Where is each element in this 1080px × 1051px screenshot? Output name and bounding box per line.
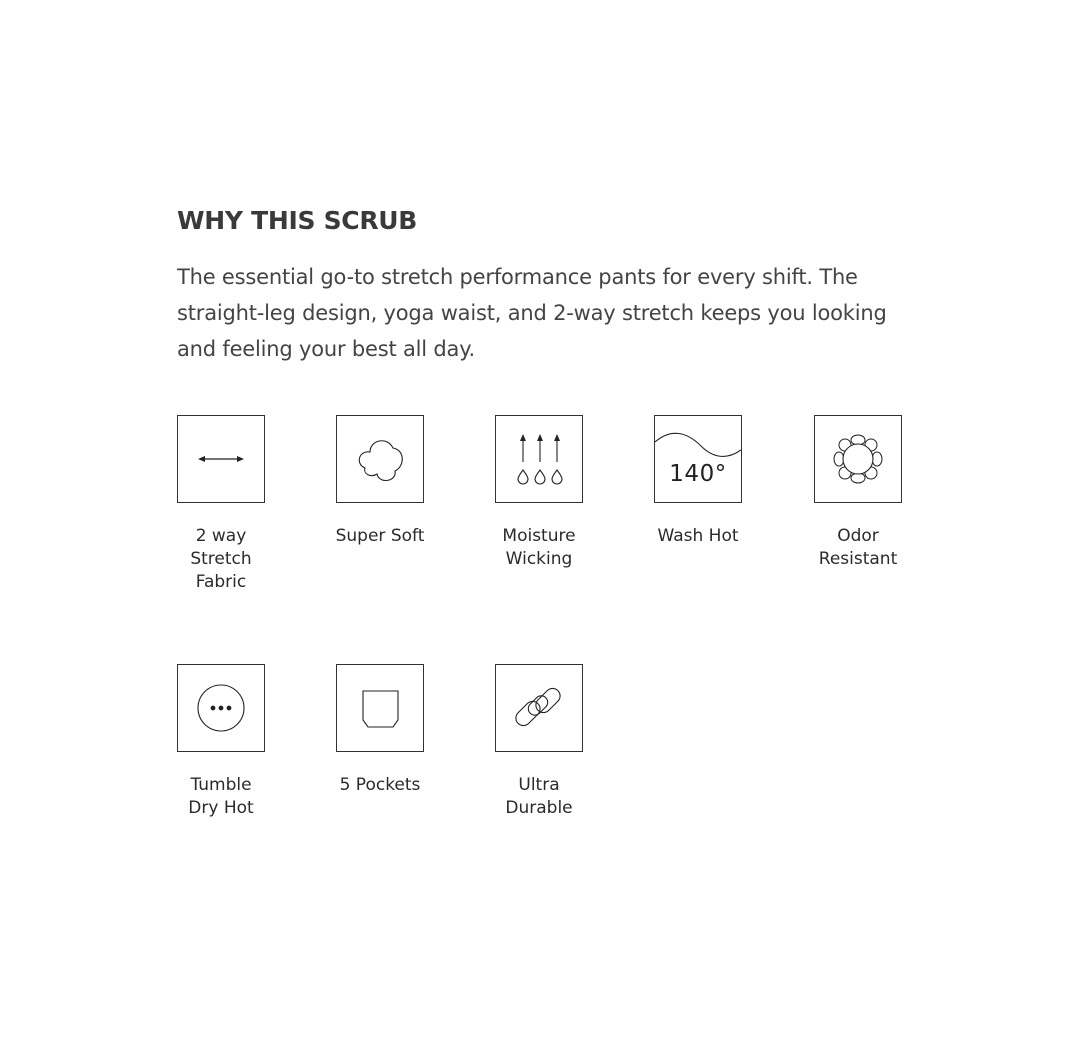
feature-icon-box (814, 415, 902, 503)
feature-icon-box (336, 664, 424, 752)
feature-wash-hot (654, 415, 742, 546)
feature-icon-box (495, 664, 583, 752)
feature-icon-box (177, 415, 265, 503)
feature-stretch (177, 415, 265, 592)
cloud-soft-icon (337, 416, 423, 502)
feature-odor-resistant (814, 415, 902, 569)
moisture-wicking-icon (496, 416, 582, 502)
feature-moisture-wicking (495, 415, 583, 569)
section-title: WHY THIS SCRUB (177, 206, 418, 235)
feature-ultra-durable (495, 664, 583, 818)
section-description: The essential go-to stretch performance pants for every shift. The straight-leg design, yoga waist, and 2-way stretch keeps you looking and feeling your best all day. (177, 265, 887, 361)
feature-tumble-dry (177, 664, 265, 818)
feature-icon-box (654, 415, 742, 503)
feature-label: Wash Hot (657, 526, 739, 546)
pocket-icon (337, 665, 423, 751)
feature-label: Ultra Durable (505, 775, 573, 818)
chain-link-icon (496, 665, 582, 751)
feature-icon-box (336, 415, 424, 503)
flower-odor-icon (815, 416, 901, 502)
feature-label: Tumble Dry Hot (188, 775, 254, 818)
temperature-text: 140° (669, 461, 727, 487)
feature-icon-box (177, 664, 265, 752)
feature-label: 2 way Stretch Fabric (190, 526, 252, 592)
why-this-scrub-section (177, 200, 917, 367)
wash-hot-icon (655, 416, 741, 502)
feature-icon-box (495, 415, 583, 503)
feature-label: Super Soft (335, 526, 425, 546)
two-way-arrow-icon (178, 416, 264, 502)
feature-label: Odor Resistant (818, 526, 898, 569)
feature-pockets (336, 664, 424, 795)
feature-super-soft (335, 415, 425, 546)
tumble-dry-icon (178, 665, 264, 751)
feature-label: 5 Pockets (339, 775, 421, 795)
feature-label: Moisture Wicking (502, 526, 576, 569)
